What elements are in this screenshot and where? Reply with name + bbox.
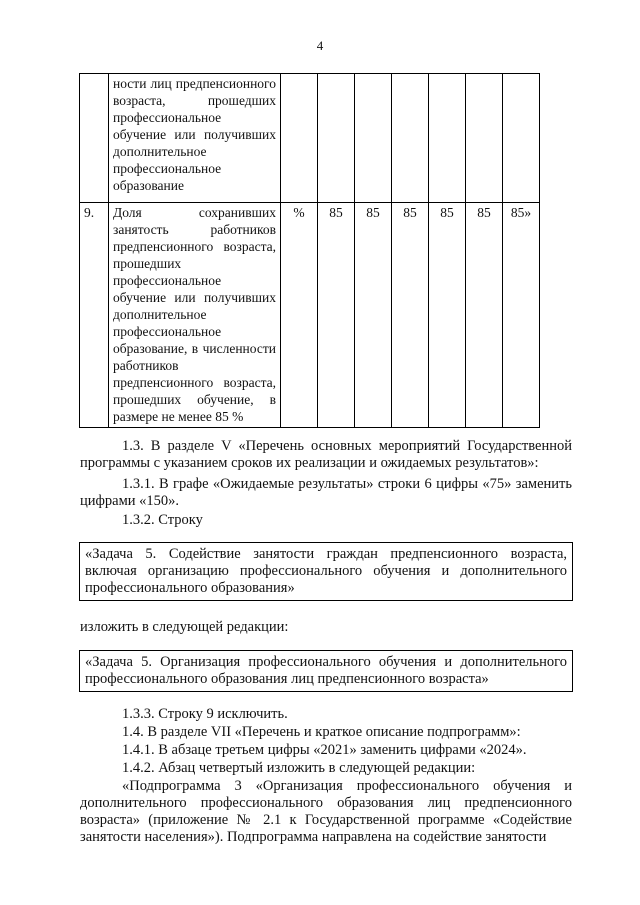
value-cell xyxy=(355,74,392,203)
value-cell: 85 xyxy=(392,203,429,428)
paragraph: «Подпрограмма 3 «Организация профессионального обучения и дополнительного профессионального образования лиц предпенсионного возраста» (приложение № 2.1 к Государственной программе «Содействие занятости населения»). Подпрограмма направлена на содействие занятости xyxy=(80,778,572,845)
value-cell: 85» xyxy=(503,203,540,428)
value-cell xyxy=(466,74,503,203)
table-row xyxy=(80,203,540,428)
indicator-name: Доля сохранивших занятость работников предпенсионного возраста, прошедших профессиональное обучение или получивших дополнительное профессиональное образование, в численности работников предпенсионного возраста, прошедших обучение, в размере не менее 85 % xyxy=(109,203,281,428)
paragraph: 1.3.3. Строку 9 исключить. xyxy=(122,706,288,722)
page-number: 4 xyxy=(316,38,324,53)
unit-cell xyxy=(281,74,318,203)
row-number: 9. xyxy=(80,203,109,428)
paragraph: 1.4.1. В абзаце третьем цифры «2021» заменить цифрами «2024». xyxy=(122,742,527,758)
value-cell: 85 xyxy=(355,203,392,428)
indicators-table xyxy=(79,73,540,428)
paragraph: 1.4.2. Абзац четвертый изложить в следующей редакции: xyxy=(122,760,476,776)
value-cell xyxy=(429,74,466,203)
value-cell: 85 xyxy=(429,203,466,428)
indicator-name: ности лиц предпенсионного возраста, прошедших профессиональное обучение или получивших дополнительное профессиональное образование xyxy=(109,74,281,203)
row-number xyxy=(80,74,109,203)
paragraph: 1.4. В разделе VII «Перечень и краткое описание подпрограмм»: xyxy=(122,724,521,740)
value-cell: 85 xyxy=(318,203,355,428)
value-cell xyxy=(318,74,355,203)
value-cell xyxy=(503,74,540,203)
paragraph: изложить в следующей редакции: xyxy=(80,619,289,635)
value-cell xyxy=(392,74,429,203)
quoted-row-old: «Задача 5. Содействие занятости граждан предпенсионного возраста, включая организацию профессионального обучения и дополнительного профессионального образования» xyxy=(79,542,573,601)
value-cell: 85 xyxy=(466,203,503,428)
paragraph: 1.3.1. В графе «Ожидаемые результаты» строки 6 цифры «75» заменить цифрами «150». xyxy=(80,476,572,509)
paragraph: 1.3.2. Строку xyxy=(122,512,203,528)
unit-cell: % xyxy=(281,203,318,428)
table-row xyxy=(80,74,540,203)
quoted-row-new: «Задача 5. Организация профессионального обучения и дополнительного профессионального образования лиц предпенсионного возраста» xyxy=(79,650,573,692)
paragraph: 1.3. В разделе V «Перечень основных мероприятий Государственной программы с указанием сроков их реализации и ожидаемых результатов»: xyxy=(80,438,572,471)
